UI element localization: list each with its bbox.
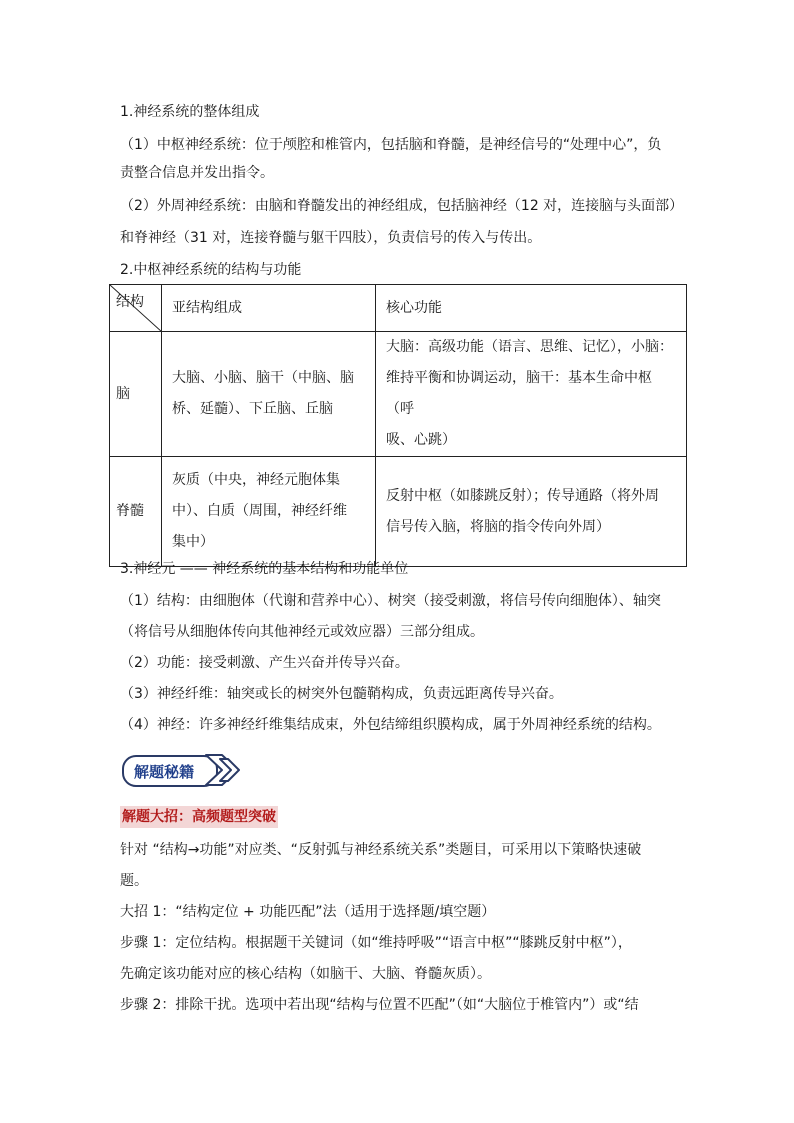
cell-line: 吸、心跳） <box>386 432 456 448</box>
table-header-row <box>110 285 687 332</box>
tips-step1-line2: 先确定该功能对应的核心结构（如脑干、大脑、脊髓灰质）。 <box>120 966 491 982</box>
table-corner-cell <box>110 285 162 332</box>
table-header-function: 核心功能 <box>376 285 687 332</box>
tips-badge <box>120 751 252 789</box>
row-name: 脑 <box>110 332 162 457</box>
cell-line: 灰质（中央，神经元胞体集 <box>172 472 340 488</box>
tips-intro-line1: 针对 “结构→功能”对应类、“反射弧与神经系统关系”类题目，可采用以下策略快速破 <box>120 842 642 858</box>
tips-title: 解题大招：高频题型突破 <box>120 806 278 828</box>
tips-badge-label: 解题秘籍 <box>134 763 195 781</box>
cell-line: 中）、白质（周围，神经纤维 <box>172 503 347 519</box>
section3-paragraph4: （4）神经：许多神经纤维集结成束，外包结缔组织膜构成，属于外周神经系统的结构。 <box>120 717 661 733</box>
cell-line: 大脑：高级功能（语言、思维、记忆），小脑： <box>386 339 673 355</box>
row-name: 脊髓 <box>110 457 162 567</box>
row-functions <box>376 332 687 457</box>
section1-paragraph1-line2: 责整合信息并发出指令。 <box>120 165 274 181</box>
cell-line: 信号传入脑，将脑的指令传向外周） <box>386 518 610 535</box>
cell-line: 桥、延髓）、下丘脑、丘脑 <box>172 401 333 417</box>
row-functions <box>376 457 687 567</box>
tips-intro-line2: 题。 <box>120 873 148 889</box>
section3-paragraph1-line1: （1）结构：由细胞体（代谢和营养中心）、树突（接受刺激，将信号传向细胞体）、轴突 <box>120 593 661 609</box>
cell-line: 大脑、小脑、脑干（中脑、脑 <box>172 370 354 386</box>
section3-paragraph2: （2）功能：接受刺激、产生兴奋并传导兴奋。 <box>120 655 409 671</box>
double-chevron-right-icon <box>204 753 250 787</box>
section3-heading: 3.神经元 —— 神经系统的基本结构和功能单位 <box>120 561 409 577</box>
section1-paragraph2-line2: 和脊神经（31 对，连接脊髓与躯干四肢），负责信号的传入与传出。 <box>120 230 542 246</box>
tips-method1: 大招 1：“结构定位 + 功能匹配”法（适用于选择题/填空题） <box>120 904 496 920</box>
tips-step2-line1: 步骤 2：排除干扰。选项中若出现“结构与位置不匹配”（如“大脑位于椎管内”）或“结 <box>120 997 639 1013</box>
row-substructures <box>162 457 376 567</box>
table-row <box>110 332 687 457</box>
cell-line: 集中） <box>172 534 214 550</box>
section2-heading: 2.中枢神经系统的结构与功能 <box>120 262 302 278</box>
cns-structure-table <box>109 284 687 567</box>
table-corner-label: 结构 <box>116 293 144 310</box>
section3-paragraph1-line2: （将信号从细胞体传向其他神经元或效应器）三部分组成。 <box>120 624 484 640</box>
row-substructures <box>162 332 376 457</box>
section3-paragraph3: （3）神经纤维：轴突或长的树突外包髓鞘构成，负责远距离传导兴奋。 <box>120 686 563 702</box>
table-header-substructure: 亚结构组成 <box>162 285 376 332</box>
cell-line: 反射中枢（如膝跳反射）；传导通路（将外周 <box>386 487 659 504</box>
section1-heading: 1.神经系统的整体组成 <box>120 104 260 120</box>
table-row <box>110 457 687 567</box>
tips-step1-line1: 步骤 1：定位结构。根据题干关键词（如“维持呼吸”“语言中枢”“膝跳反射中枢”）， <box>120 935 632 951</box>
section1-paragraph1-line1: （1）中枢神经系统：位于颅腔和椎管内，包括脑和脊髓，是神经信号的“处理中心”，负 <box>120 137 662 153</box>
cell-line: 维持平衡和协调运动，脑干：基本生命中枢（呼 <box>386 370 652 417</box>
section1-paragraph2-line1: （2）外周神经系统：由脑和脊髓发出的神经组成，包括脑神经（12 对，连接脑与头面部） <box>120 198 684 214</box>
